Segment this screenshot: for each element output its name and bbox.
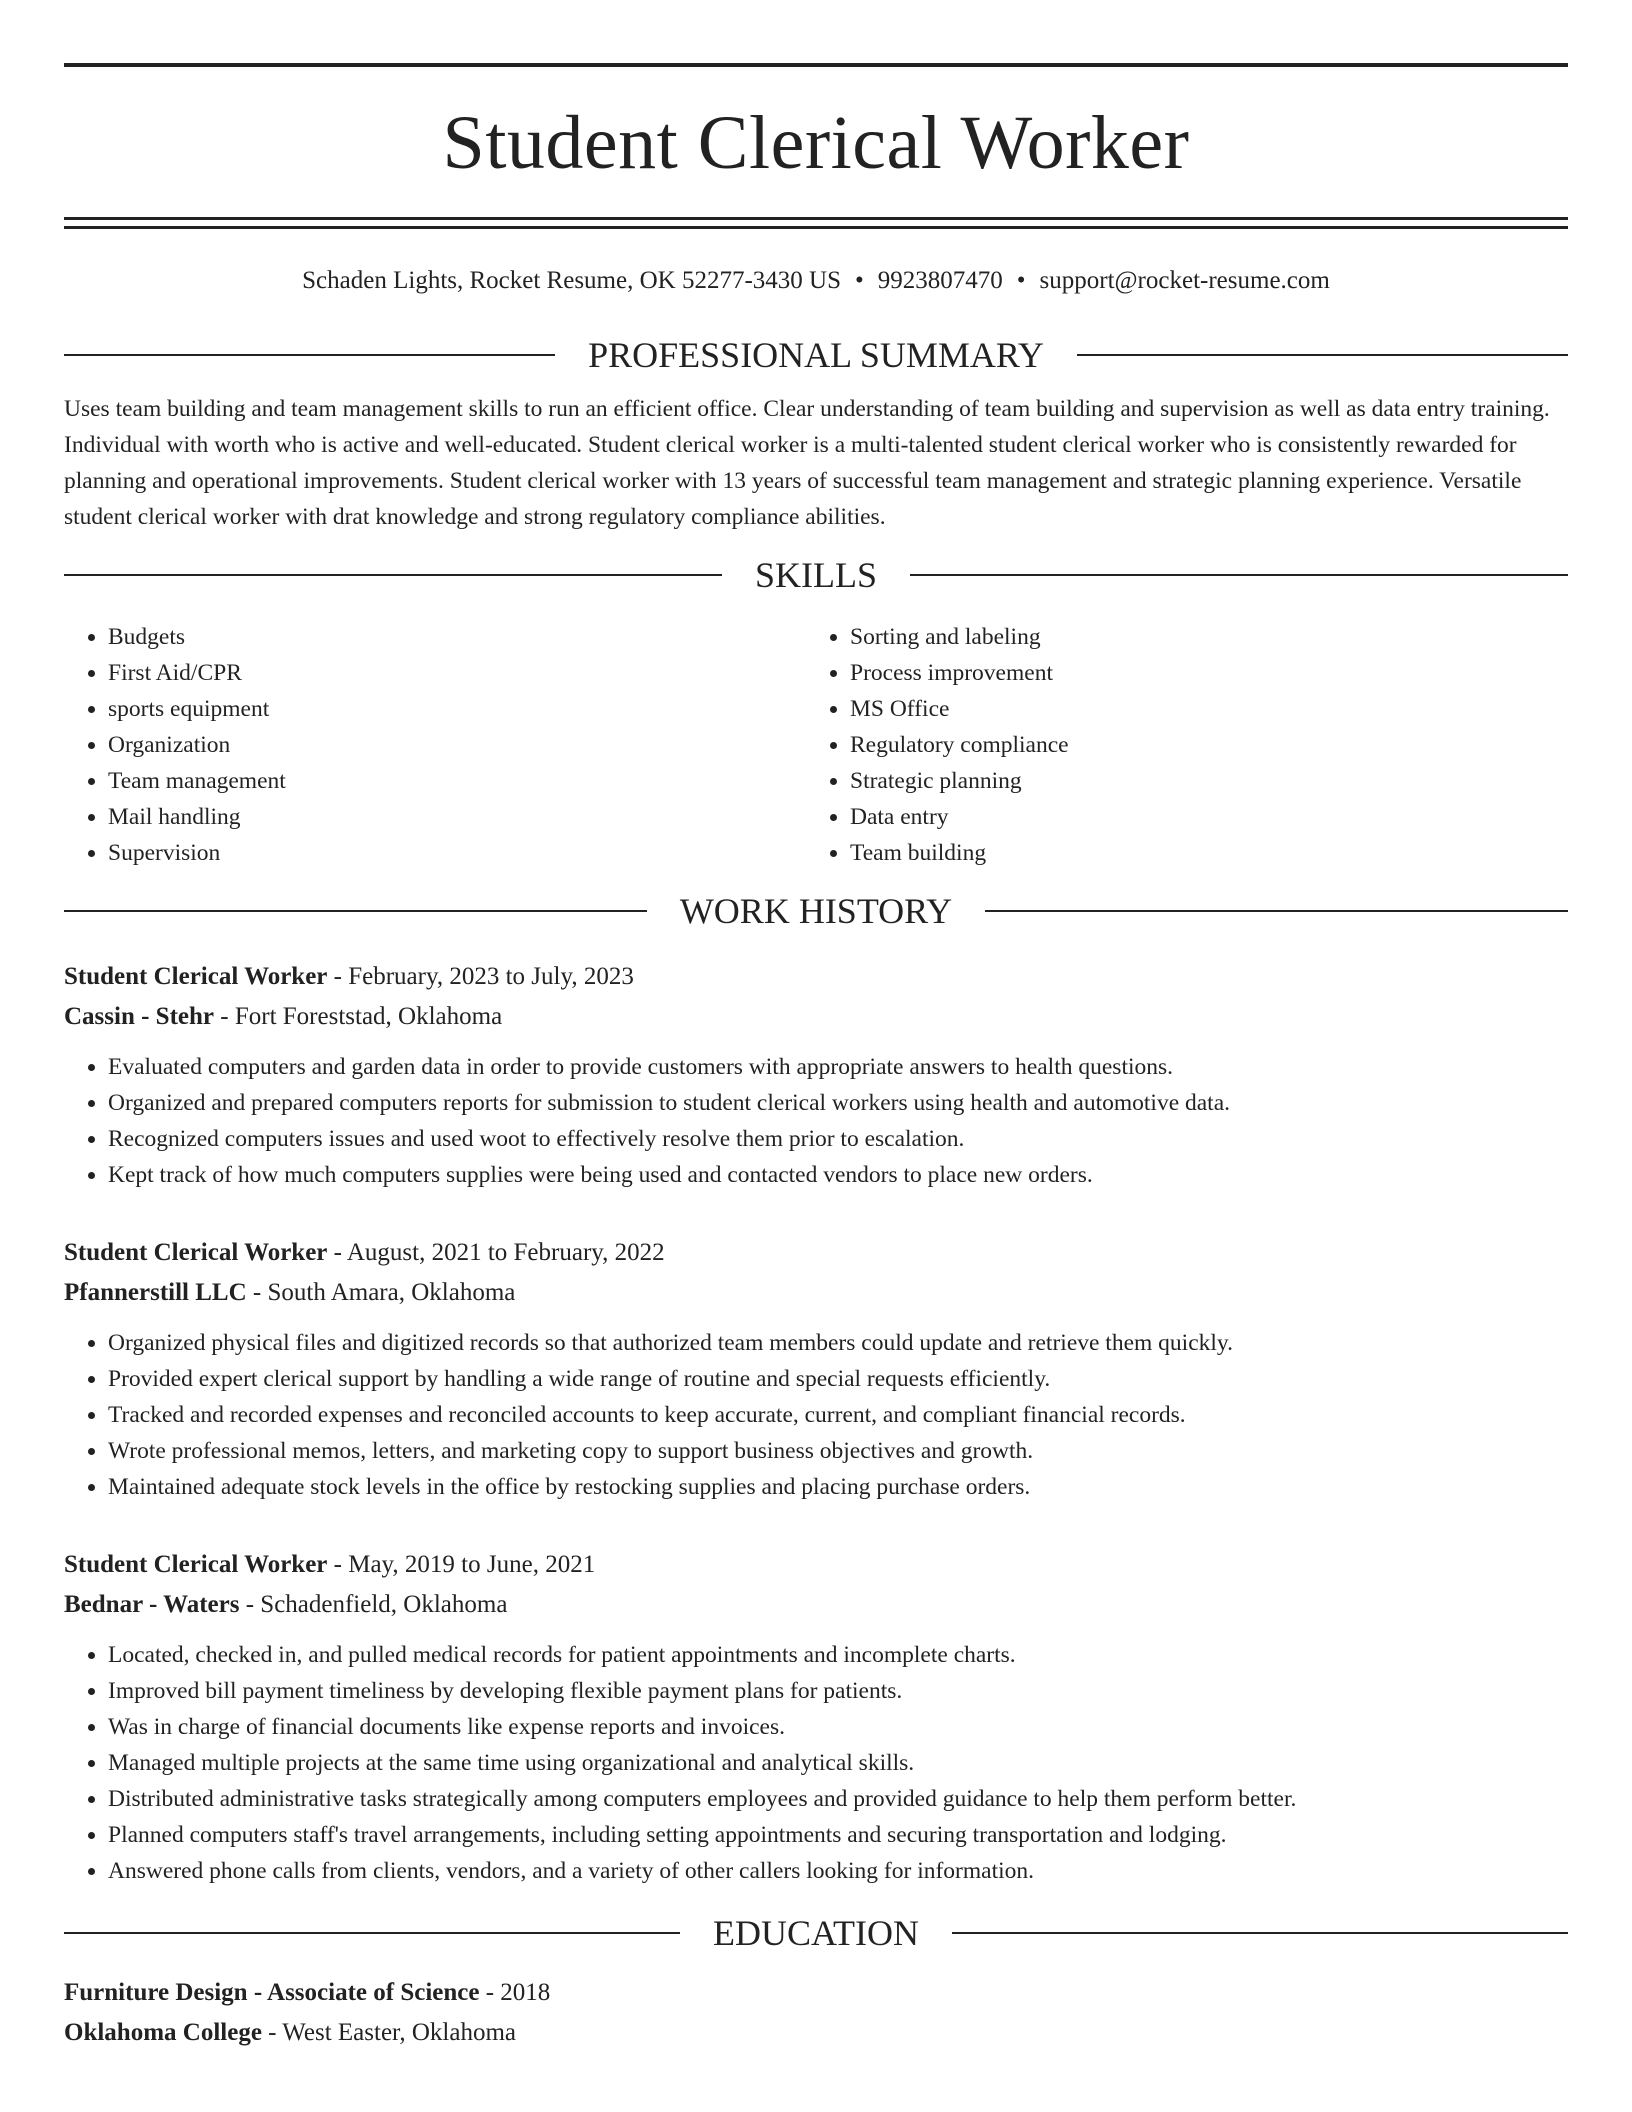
phone: 9923807470 (877, 267, 1003, 294)
job-entry (64, 1233, 1568, 1505)
header-double-rule (64, 217, 1568, 229)
divider-line (952, 1932, 1568, 1934)
job-entry (64, 1545, 1568, 1889)
education-entry (64, 1973, 1568, 2053)
skills-left (64, 619, 806, 871)
candidate-name: Student Clerical Worker (442, 101, 1190, 185)
job-company: Bednar - Waters (64, 1591, 240, 1618)
job-bullet: • Kept track of how much computers supplies were being used and contacted vendors to place new orders. (108, 1157, 1568, 1193)
email: support@rocket-resume.com (1039, 267, 1330, 294)
job-bullet: • Improved bill payment timeliness by developing flexible payment plans for patients. (108, 1673, 1568, 1709)
skill-item: • Process improvement (850, 655, 1548, 691)
skill-item: • sports equipment (108, 691, 806, 727)
job-bullets (64, 1325, 1568, 1505)
job-role: Student Clerical Worker (64, 963, 328, 990)
section-header-skills (64, 553, 1568, 597)
job-company: Cassin - Stehr (64, 1003, 215, 1030)
job-entry (64, 957, 1568, 1193)
job-bullet: • Managed multiple projects at the same time using organizational and analytical skills. (108, 1745, 1568, 1781)
job-bullets (64, 1049, 1568, 1193)
job-location: - Fort Foreststad, Oklahoma (214, 1003, 503, 1030)
separator: • (855, 267, 864, 294)
skill-item: • Supervision (108, 835, 806, 871)
top-rule (64, 63, 1568, 67)
divider-line (910, 574, 1568, 576)
skills-right (806, 619, 1548, 871)
job-bullet: • Was in charge of financial documents like expense reports and invoices. (108, 1709, 1568, 1745)
divider-line (64, 574, 722, 576)
divider-line (1077, 354, 1568, 356)
section-header-work (64, 889, 1568, 933)
section-title: EDUCATION (713, 1913, 919, 1953)
contact-line (64, 265, 1568, 297)
summary-text: Uses team building and team management skills to run an efficient office. Clear understanding of team building and supervision as well as data entry training. Individual with worth who is active and well-educated. Student clerical worker is a multi-talented student clerical worker who is consistently rewarded for planning and operational improvements. Student clerical worker with 13 years of successful team management and strategic planning experience. Versatile student clerical worker with drat knowledge and strong regulatory compliance abilities. (64, 396, 1550, 530)
address: Schaden Lights, Rocket Resume, OK 52277-3430 US (302, 267, 841, 294)
education-school: Oklahoma College (64, 2019, 262, 2046)
job-bullet: • Provided expert clerical support by handling a wide range of routine and special requests efficiently. (108, 1361, 1568, 1397)
skill-item: • Strategic planning (850, 763, 1548, 799)
divider-line (985, 910, 1568, 912)
skill-item: • Organization (108, 727, 806, 763)
job-title-line (64, 1233, 1568, 1273)
section-header-summary (64, 333, 1568, 377)
job-bullet: • Evaluated computers and garden data in order to provide customers with appropriate answers to health questions. (108, 1049, 1568, 1085)
section-title: WORK HISTORY (679, 891, 953, 931)
section-title: PROFESSIONAL SUMMARY (588, 335, 1044, 375)
skill-item: • Data entry (850, 799, 1548, 835)
job-bullets (64, 1637, 1568, 1889)
job-title-line (64, 1545, 1568, 1585)
job-bullet: • Maintained adequate stock levels in the office by restocking supplies and placing purchase orders. (108, 1469, 1568, 1505)
job-bullet: • Recognized computers issues and used woot to effectively resolve them prior to escalation. (108, 1121, 1568, 1157)
skill-item: • Sorting and labeling (850, 619, 1548, 655)
divider-line (64, 910, 647, 912)
job-title-line (64, 957, 1568, 997)
skill-item: • MS Office (850, 691, 1548, 727)
separator: • (1016, 267, 1026, 294)
job-dates: - February, 2023 to July, 2023 (327, 963, 634, 990)
skill-item: • Mail handling (108, 799, 806, 835)
job-company: Pfannerstill LLC (64, 1279, 247, 1306)
job-bullet: • Planned computers staff's travel arrangements, including setting appointments and securing transportation and lodging. (108, 1817, 1568, 1853)
job-location: - South Amara, Oklahoma (246, 1279, 516, 1306)
divider-line (64, 1932, 680, 1934)
job-bullet: • Tracked and recorded expenses and reconciled accounts to keep accurate, current, and compliant financial records. (108, 1397, 1568, 1433)
skill-item: • Team management (108, 763, 806, 799)
job-role: Student Clerical Worker (64, 1239, 328, 1266)
skill-item: • Budgets (108, 619, 806, 655)
job-bullet: • Wrote professional memos, letters, and marketing copy to support business objectives and growth. (108, 1433, 1568, 1469)
education-year: - 2018 (479, 1979, 551, 2006)
education-school-line (64, 2013, 1568, 2053)
job-company-line (64, 1273, 1568, 1313)
job-bullet: • Located, checked in, and pulled medical records for patient appointments and incomplete charts. (108, 1637, 1568, 1673)
skill-item: • Team building (850, 835, 1548, 871)
job-company-line (64, 1585, 1568, 1625)
skill-item: • Regulatory compliance (850, 727, 1548, 763)
job-bullet: • Answered phone calls from clients, vendors, and a variety of other callers looking for information. (108, 1853, 1568, 1889)
skill-item: • First Aid/CPR (108, 655, 806, 691)
job-bullet: • Organized physical files and digitized records so that authorized team members could update and retrieve them quickly. (108, 1325, 1568, 1361)
education-degree-line (64, 1973, 1568, 2013)
job-bullet: • Organized and prepared computers reports for submission to student clerical workers using health and automotive data. (108, 1085, 1568, 1121)
education-degree: Furniture Design - Associate of Science (64, 1979, 480, 2006)
job-company-line (64, 997, 1568, 1037)
job-dates: - August, 2021 to February, 2022 (327, 1239, 665, 1266)
job-bullet: • Distributed administrative tasks strategically among computers employees and provided guidance to help them perform better. (108, 1781, 1568, 1817)
section-header-education (64, 1911, 1568, 1955)
section-title: SKILLS (755, 555, 878, 595)
skills-columns (64, 619, 1568, 871)
job-dates: - May, 2019 to June, 2021 (327, 1551, 596, 1578)
education-location: - West Easter, Oklahoma (261, 2019, 517, 2046)
resume-page (64, 0, 1568, 2053)
job-location: - Schadenfield, Oklahoma (239, 1591, 508, 1618)
divider-line (64, 354, 555, 356)
job-role: Student Clerical Worker (64, 1551, 328, 1578)
